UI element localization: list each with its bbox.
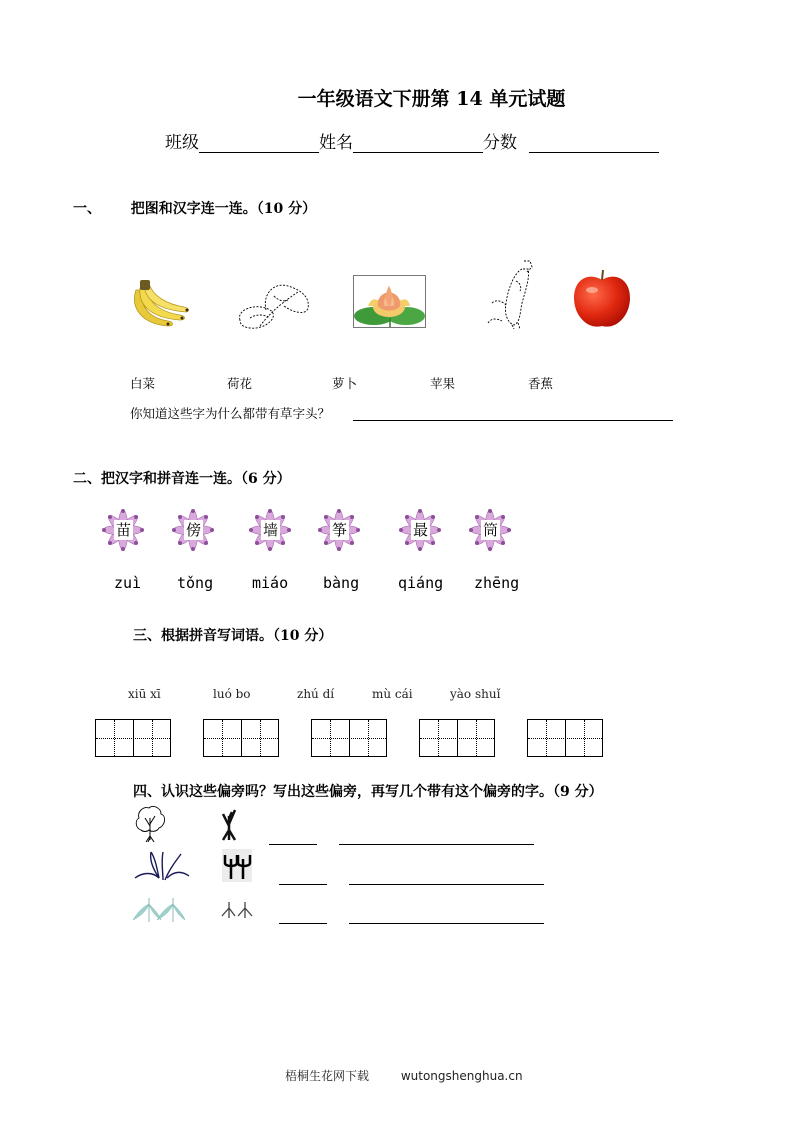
writing-grid[interactable] bbox=[203, 719, 279, 757]
writing-grid[interactable] bbox=[419, 719, 495, 757]
characters-answer-line[interactable] bbox=[349, 884, 544, 885]
writing-grid[interactable] bbox=[527, 719, 603, 757]
grass-image bbox=[133, 850, 191, 882]
word-item: 香蕉 bbox=[528, 376, 554, 391]
radical-answer-line[interactable] bbox=[269, 844, 317, 845]
character-label: 苗 bbox=[115, 521, 131, 539]
pinyin-item[interactable]: miáo bbox=[252, 574, 289, 592]
pinyin-prompt: mù cái bbox=[372, 687, 413, 701]
flower-character-card[interactable] bbox=[170, 507, 216, 553]
characters-answer-line[interactable] bbox=[339, 844, 534, 845]
writing-grid[interactable] bbox=[311, 719, 387, 757]
footer-site-name: 梧桐生花网下载 bbox=[285, 1069, 370, 1083]
tree-image bbox=[133, 804, 167, 844]
word-item: 荷花 bbox=[227, 376, 253, 391]
pinyin-item[interactable]: tǒng bbox=[177, 574, 214, 592]
pinyin-prompt: luó bo bbox=[213, 687, 251, 701]
word-item: 白菜 bbox=[130, 376, 156, 391]
section4-heading: 四、认识这些偏旁吗？写出这些偏旁，再写几个带有这个偏旁的字。（9 分） bbox=[133, 784, 603, 800]
flower-character-card[interactable] bbox=[397, 507, 443, 553]
wood-radical-ancient-glyph bbox=[220, 808, 238, 842]
flower-character-card[interactable] bbox=[316, 507, 362, 553]
word-item: 萝卜 bbox=[332, 376, 358, 391]
pinyin-prompt: xiū xī bbox=[128, 687, 161, 701]
radical-answer-line[interactable] bbox=[279, 923, 327, 924]
cabbage-outline-image bbox=[236, 280, 312, 332]
writing-grid[interactable] bbox=[95, 719, 171, 757]
flower-character-card[interactable] bbox=[247, 507, 293, 553]
pinyin-item[interactable]: bàng bbox=[323, 574, 360, 592]
flower-character-card[interactable] bbox=[100, 507, 146, 553]
character-label: 筝 bbox=[331, 521, 347, 539]
radical-answer-line[interactable] bbox=[279, 884, 327, 885]
section3-heading: 三、根据拼音写词语。（10 分） bbox=[133, 628, 333, 644]
banana-image bbox=[128, 278, 190, 330]
pinyin-prompt: zhú dí bbox=[297, 687, 335, 701]
class-field[interactable] bbox=[199, 134, 319, 153]
section1-heading bbox=[73, 198, 316, 218]
lotus-image bbox=[353, 275, 426, 328]
section1-question: 你知道这些字为什么都带有草字头？ bbox=[130, 406, 331, 421]
pinyin-item[interactable]: zuì bbox=[114, 574, 142, 592]
word-item: 苹果 bbox=[430, 376, 456, 391]
page-title: 一年级语文下册第 14 单元试题 bbox=[297, 88, 566, 110]
student-info-row bbox=[165, 128, 659, 153]
section1-answer-line[interactable] bbox=[353, 420, 673, 421]
character-label: 最 bbox=[412, 521, 428, 539]
score-label: 分数 bbox=[483, 133, 517, 153]
name-field[interactable] bbox=[353, 134, 483, 153]
score-field[interactable] bbox=[529, 134, 659, 153]
footer-url[interactable]: wutongshenghua.cn bbox=[400, 1069, 523, 1083]
characters-answer-line[interactable] bbox=[349, 923, 544, 924]
section2-heading: 二、把汉字和拼音连一连。（6 分） bbox=[73, 471, 291, 487]
section1-title: 把图和汉字连一连。（10 分） bbox=[130, 201, 317, 217]
grass-radical-ancient-glyph bbox=[222, 849, 252, 882]
radish-outline-image bbox=[484, 259, 538, 329]
pinyin-item[interactable]: zhēng bbox=[474, 574, 520, 592]
bamboo-image bbox=[131, 896, 187, 922]
pinyin-item[interactable]: qiáng bbox=[398, 574, 444, 592]
character-label: 筒 bbox=[482, 521, 498, 539]
bamboo-radical-ancient-glyph bbox=[219, 900, 255, 920]
flower-character-card[interactable] bbox=[467, 507, 513, 553]
name-label: 姓名 bbox=[319, 133, 353, 153]
pinyin-prompt: yào shuǐ bbox=[450, 687, 501, 701]
apple-image bbox=[572, 268, 632, 330]
character-label: 墙 bbox=[262, 521, 278, 539]
class-label: 班级 bbox=[165, 133, 199, 153]
character-label: 傍 bbox=[185, 521, 201, 539]
section1-number: 一、 bbox=[73, 201, 101, 217]
footer bbox=[285, 1067, 523, 1084]
